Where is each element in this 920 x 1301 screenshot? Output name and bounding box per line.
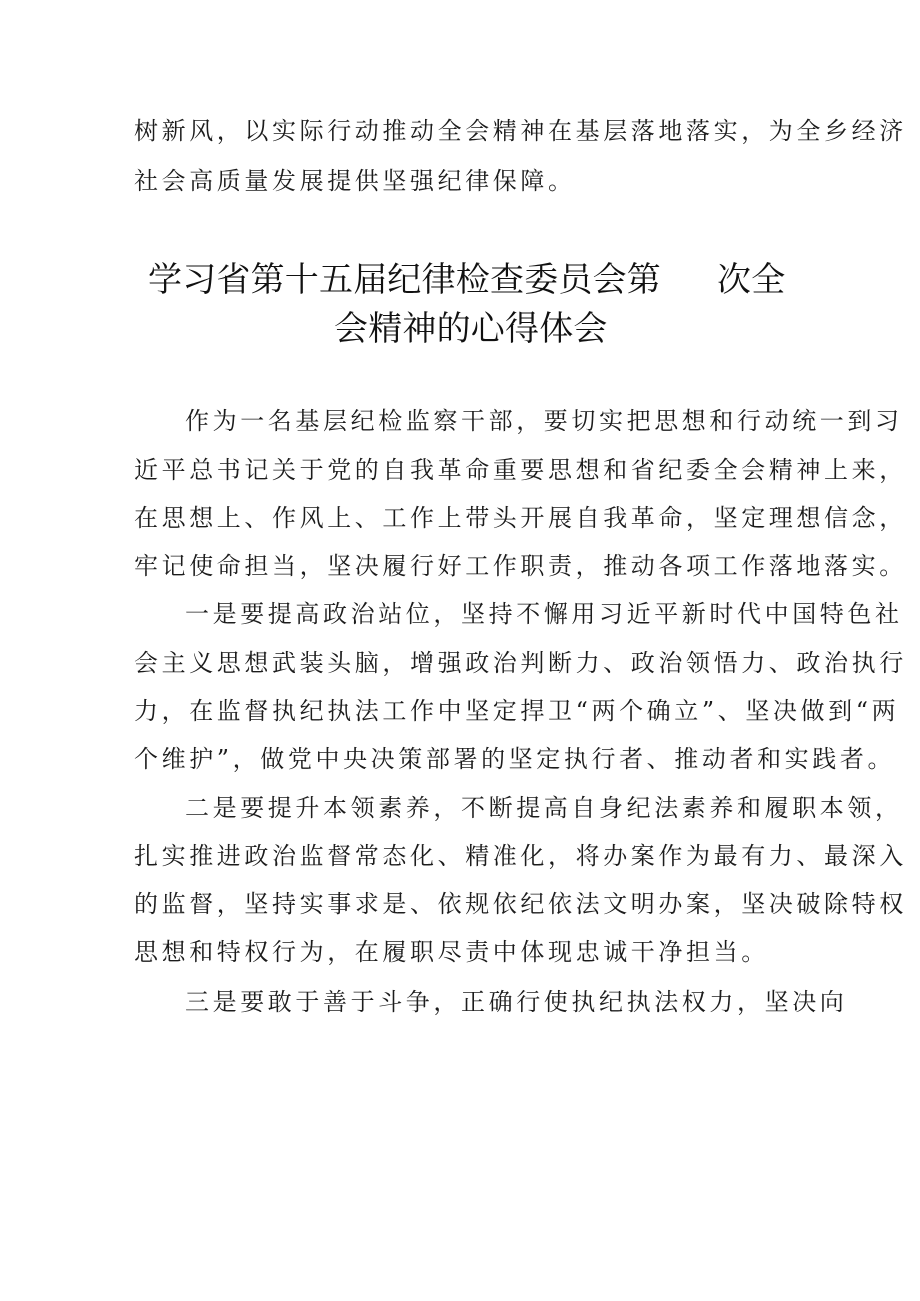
title-part-2: 次全	[717, 260, 786, 300]
paragraph-3-line-4: 思想和特权行为，在履职尽责中体现忠诚干净担当。	[134, 938, 769, 966]
paragraph-3-line-2: 扎实推进政治监督常态化、精准化，将办案作为最有力、最深入	[134, 842, 907, 870]
paragraph-3-line-3: 的监督，坚持实事求是、依规依纪依法文明办案，坚决破除特权	[134, 890, 907, 918]
paragraph-2-line-3: 力，在监督执纪执法工作中坚定捍卫“两个确立”、坚决做到“两	[134, 697, 900, 725]
paragraph-2-line-1: 一是要提高政治站位，坚持不懈用习近平新时代中国特色社	[185, 600, 903, 628]
paragraph-1-line-3: 在思想上、作风上、工作上带头开展自我革命，坚定理想信念，	[134, 504, 907, 532]
paragraph-2-line-2: 会主义思想武装头脑，增强政治判断力、政治领悟力、政治执行	[134, 649, 907, 677]
paragraph-1-line-1: 作为一名基层纪检监察干部，要切实把思想和行动统一到习	[185, 407, 903, 435]
paragraph-2-line-4: 个维护”，做党中央决策部署的坚定执行者、推动者和实践者。	[134, 745, 896, 773]
continuation-line-1: 树新风，以实际行动推动全会精神在基层落地落实，为全乡经济	[134, 117, 907, 145]
paragraph-4-line-1: 三是要敢于善于斗争，正确行使执纪执法权力，坚决向	[185, 988, 848, 1016]
continuation-line-2: 社会高质量发展提供坚强纪律保障。	[134, 167, 576, 195]
document-title-line-2: 会精神的心得体会	[334, 309, 608, 349]
title-part-1: 学习省第十五届纪律检查委员会第	[148, 260, 661, 300]
paragraph-3-line-1: 二是要提升本领素养，不断提高自身纪法素养和履职本领，	[185, 794, 903, 822]
paragraph-1-line-2: 近平总书记关于党的自我革命重要思想和省纪委全会精神上来，	[134, 456, 907, 484]
document-title-line-1	[148, 258, 785, 302]
paragraph-1-line-4: 牢记使命担当，坚决履行好工作职责，推动各项工作落地落实。	[134, 552, 907, 580]
